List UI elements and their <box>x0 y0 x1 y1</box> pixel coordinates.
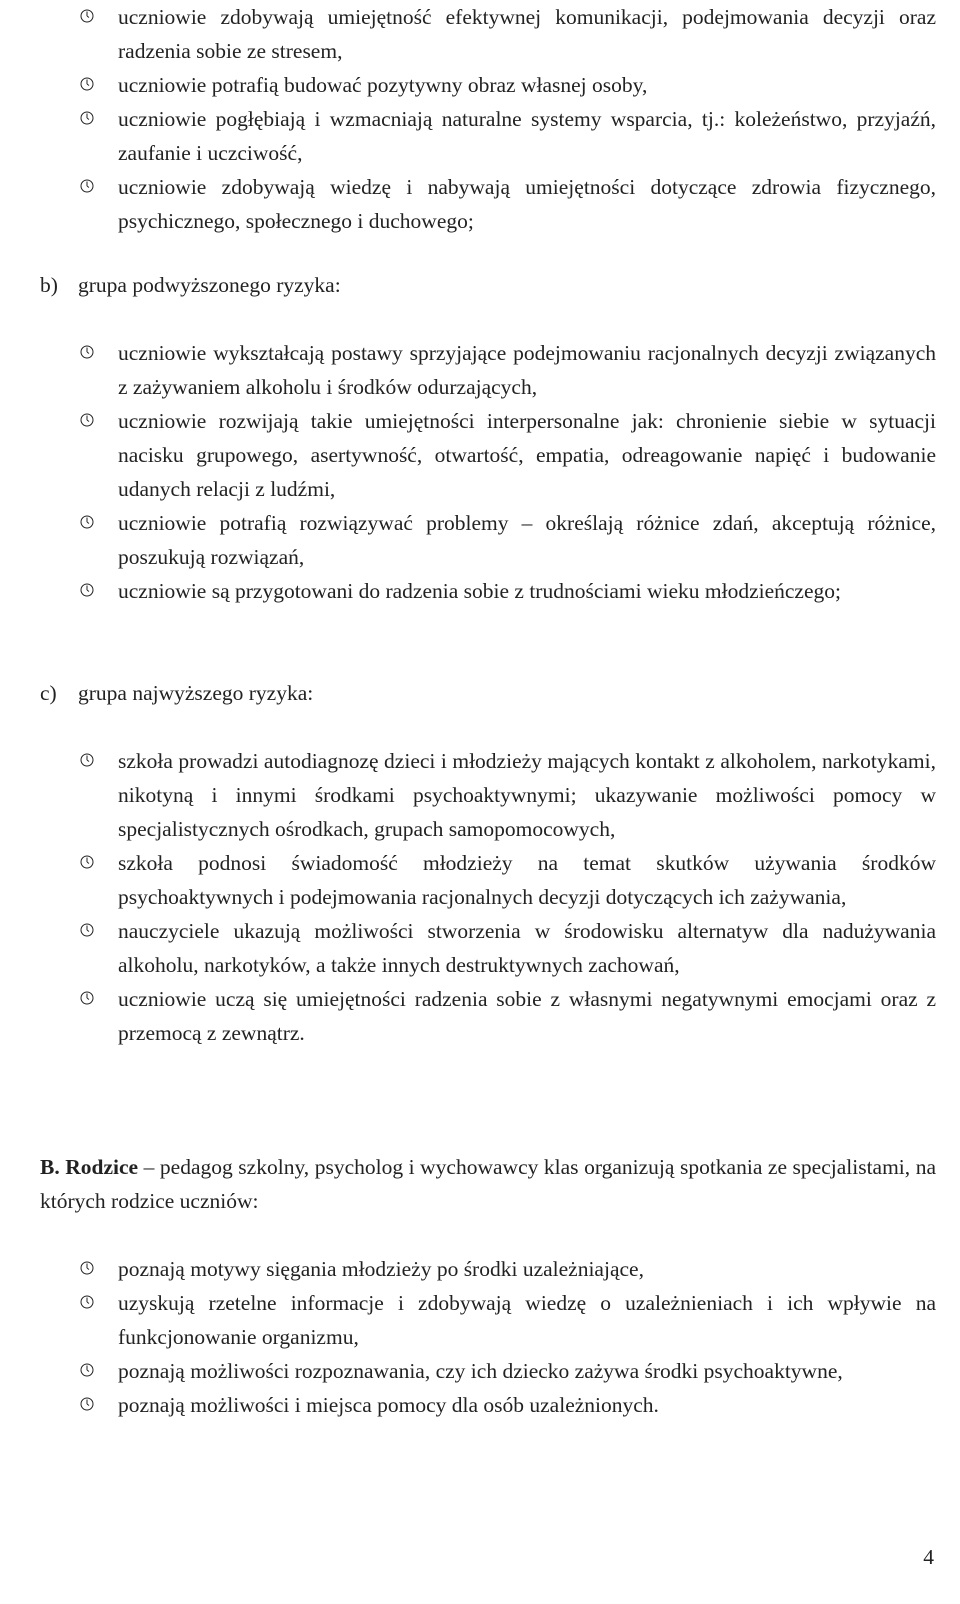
list-item-text: nauczyciele ukazują możliwości stworzenia w środowisku alternatyw dla nadużywania alkoholu, narkotyków, a także innych destruktywnych zachowań, <box>118 919 936 977</box>
clock-icon <box>80 77 94 91</box>
list-item <box>80 404 936 506</box>
list-item-text: szkoła prowadzi autodiagnozę dzieci i młodzieży mających kontakt z alkoholem, narkotykami, nikotyną i innymi środkami psychoaktywnymi; ukazywanie możliwości pomocy w specjalistycznych ośrodkach, grupach samopomocowych, <box>118 749 936 841</box>
list-item-text: uczniowie uczą się umiejętności radzenia sobie z własnymi negatywnymi emocjami oraz z przemocą z zewnątrz. <box>118 987 936 1045</box>
clock-icon <box>80 1261 94 1275</box>
clock-icon <box>80 1397 94 1411</box>
list-item <box>80 1252 936 1286</box>
parents-label: B. Rodzice <box>40 1155 139 1179</box>
list-item-text: poznają motywy sięgania młodzieży po środki uzależniające, <box>118 1257 644 1281</box>
clock-icon <box>80 753 94 767</box>
clock-icon <box>80 111 94 125</box>
clock-icon <box>80 413 94 427</box>
list-item <box>80 506 936 574</box>
list-item-text: uczniowie potrafią rozwiązywać problemy – określają różnice zdań, akceptują różnice, poszukują rozwiązań, <box>118 511 936 569</box>
list-item-text: poznają możliwości i miejsca pomocy dla osób uzależnionych. <box>118 1393 659 1417</box>
clock-icon <box>80 1295 94 1309</box>
list-item <box>80 68 936 102</box>
list-item-text: uczniowie pogłębiają i wzmacniają naturalne systemy wsparcia, tj.: koleżeństwo, przyjaźń, zaufanie i uczciwość, <box>118 107 936 165</box>
clock-icon <box>80 345 94 359</box>
list-item-text: poznają możliwości rozpoznawania, czy ich dziecko zażywa środki psychoaktywne, <box>118 1359 843 1383</box>
parents-text: – pedagog szkolny, psycholog i wychowawcy klas organizują spotkania ze specjalistami, na których rodzice uczniów: <box>40 1155 936 1213</box>
top-list <box>80 0 936 238</box>
list-item <box>80 170 936 238</box>
parents-list <box>80 1252 936 1422</box>
list-item <box>80 982 936 1050</box>
section-label: grupa najwyższego ryzyka: <box>78 681 314 705</box>
clock-icon <box>80 855 94 869</box>
list-item <box>80 0 936 68</box>
clock-icon <box>80 179 94 193</box>
list-item <box>80 336 936 404</box>
section-c-heading <box>40 676 313 710</box>
section-b-list <box>80 336 936 608</box>
clock-icon <box>80 583 94 597</box>
section-b-heading <box>40 268 341 302</box>
list-item-text: uczniowie rozwijają takie umiejętności interpersonalne jak: chronienie siebie w sytuacji nacisku grupowego, asertywność, otwartość, empatia, odreagowanie napięć i budowanie udanych relacji z ludźmi, <box>118 409 936 501</box>
list-item <box>80 1286 936 1354</box>
list-item <box>80 914 936 982</box>
list-item <box>80 1388 936 1422</box>
clock-icon <box>80 991 94 1005</box>
section-label: grupa podwyższonego ryzyka: <box>78 273 341 297</box>
list-item-text: uczniowie zdobywają wiedzę i nabywają umiejętności dotyczące zdrowia fizycznego, psychicznego, społecznego i duchowego; <box>118 175 936 233</box>
list-item-text: uczniowie wykształcają postawy sprzyjające podejmowaniu racjonalnych decyzji związanych z zażywaniem alkoholu i środków odurzających, <box>118 341 936 399</box>
list-item <box>80 1354 936 1388</box>
list-item-text: uzyskują rzetelne informacje i zdobywają wiedzę o uzależnieniach i ich wpływie na funkcjonowanie organizmu, <box>118 1291 936 1349</box>
section-c-list <box>80 744 936 1050</box>
list-item-text: uczniowie potrafią budować pozytywny obraz własnej osoby, <box>118 73 648 97</box>
clock-icon <box>80 515 94 529</box>
list-item-text: uczniowie są przygotowani do radzenia sobie z trudnościami wieku młodzieńczego; <box>118 579 841 603</box>
section-letter: b) <box>40 273 58 297</box>
clock-icon <box>80 9 94 23</box>
clock-icon <box>80 923 94 937</box>
list-item <box>80 744 936 846</box>
section-letter: c) <box>40 681 57 705</box>
list-item <box>80 846 936 914</box>
clock-icon <box>80 1363 94 1377</box>
parents-paragraph <box>40 1150 936 1218</box>
list-item <box>80 574 936 608</box>
page-number: 4 <box>923 1545 934 1569</box>
list-item-text: uczniowie zdobywają umiejętność efektywnej komunikacji, podejmowania decyzji oraz radzenia sobie ze stresem, <box>118 5 936 63</box>
list-item-text: szkoła podnosi świadomość młodzieży na temat skutków używania środków psychoaktywnych i podejmowania racjonalnych decyzji dotyczących ich zażywania, <box>118 851 936 909</box>
list-item <box>80 102 936 170</box>
